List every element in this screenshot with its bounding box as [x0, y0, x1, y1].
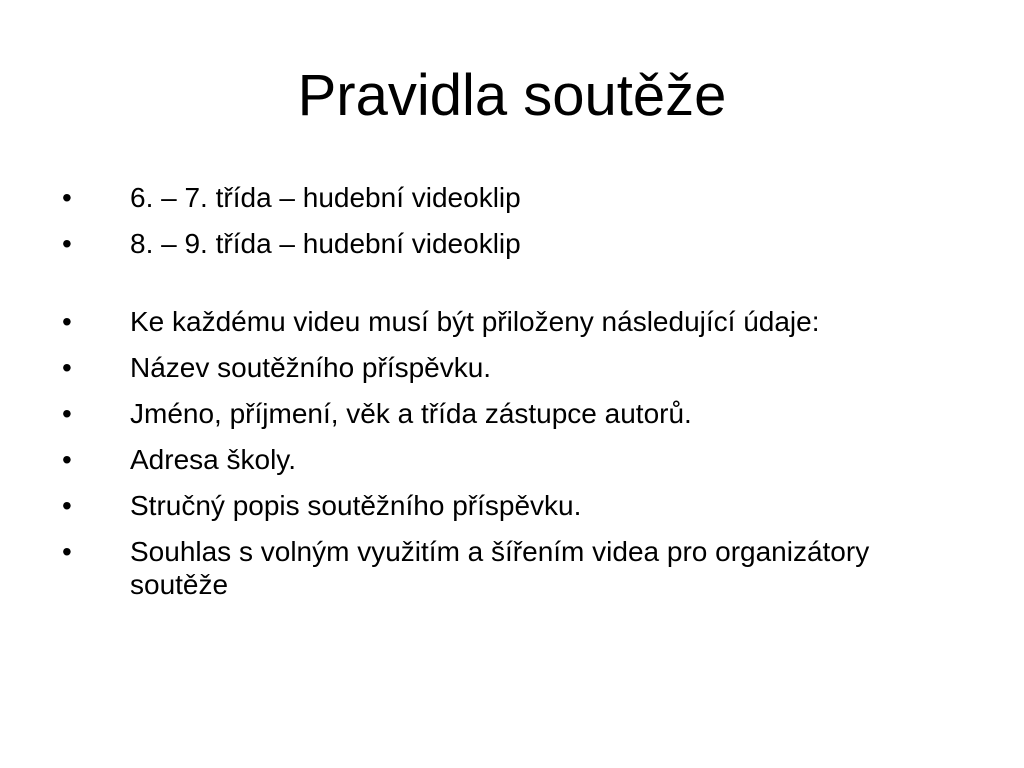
bullet-dot-icon: •	[62, 398, 72, 429]
bullet-dot-icon: •	[62, 536, 72, 567]
bullet-text: Souhlas s volným využitím a šířením videa pro organizátory soutěže	[130, 536, 870, 600]
bullet-text: Název soutěžního příspěvku.	[130, 352, 492, 383]
bullet-dot-icon: •	[62, 228, 72, 259]
bullet-text: Adresa školy.	[130, 444, 296, 475]
list-item	[62, 397, 962, 430]
bullet-dot-icon: •	[62, 182, 72, 213]
list-item	[62, 489, 962, 522]
bullet-dot-icon: •	[62, 490, 72, 521]
list-item	[62, 305, 962, 338]
list-item	[62, 181, 962, 214]
bullet-dot-icon: •	[62, 444, 72, 475]
list-item	[62, 443, 962, 476]
list-item	[62, 535, 962, 601]
bullet-text: 6. – 7. třída – hudební videoklip	[130, 182, 521, 213]
bullet-text: Ke každému videu musí být přiloženy následující údaje:	[130, 306, 820, 337]
bullet-text: Jméno, příjmení, věk a třída zástupce autorů.	[130, 398, 692, 429]
list-item	[62, 351, 962, 384]
bullet-list	[62, 181, 962, 614]
list-item	[62, 227, 962, 260]
bullet-dot-icon: •	[62, 352, 72, 383]
bullet-text: Stručný popis soutěžního příspěvku.	[130, 490, 582, 521]
bullet-text: 8. – 9. třída – hudební videoklip	[130, 228, 521, 259]
bullet-dot-icon: •	[62, 306, 72, 337]
slide-title: Pravidla soutěže	[297, 63, 727, 128]
